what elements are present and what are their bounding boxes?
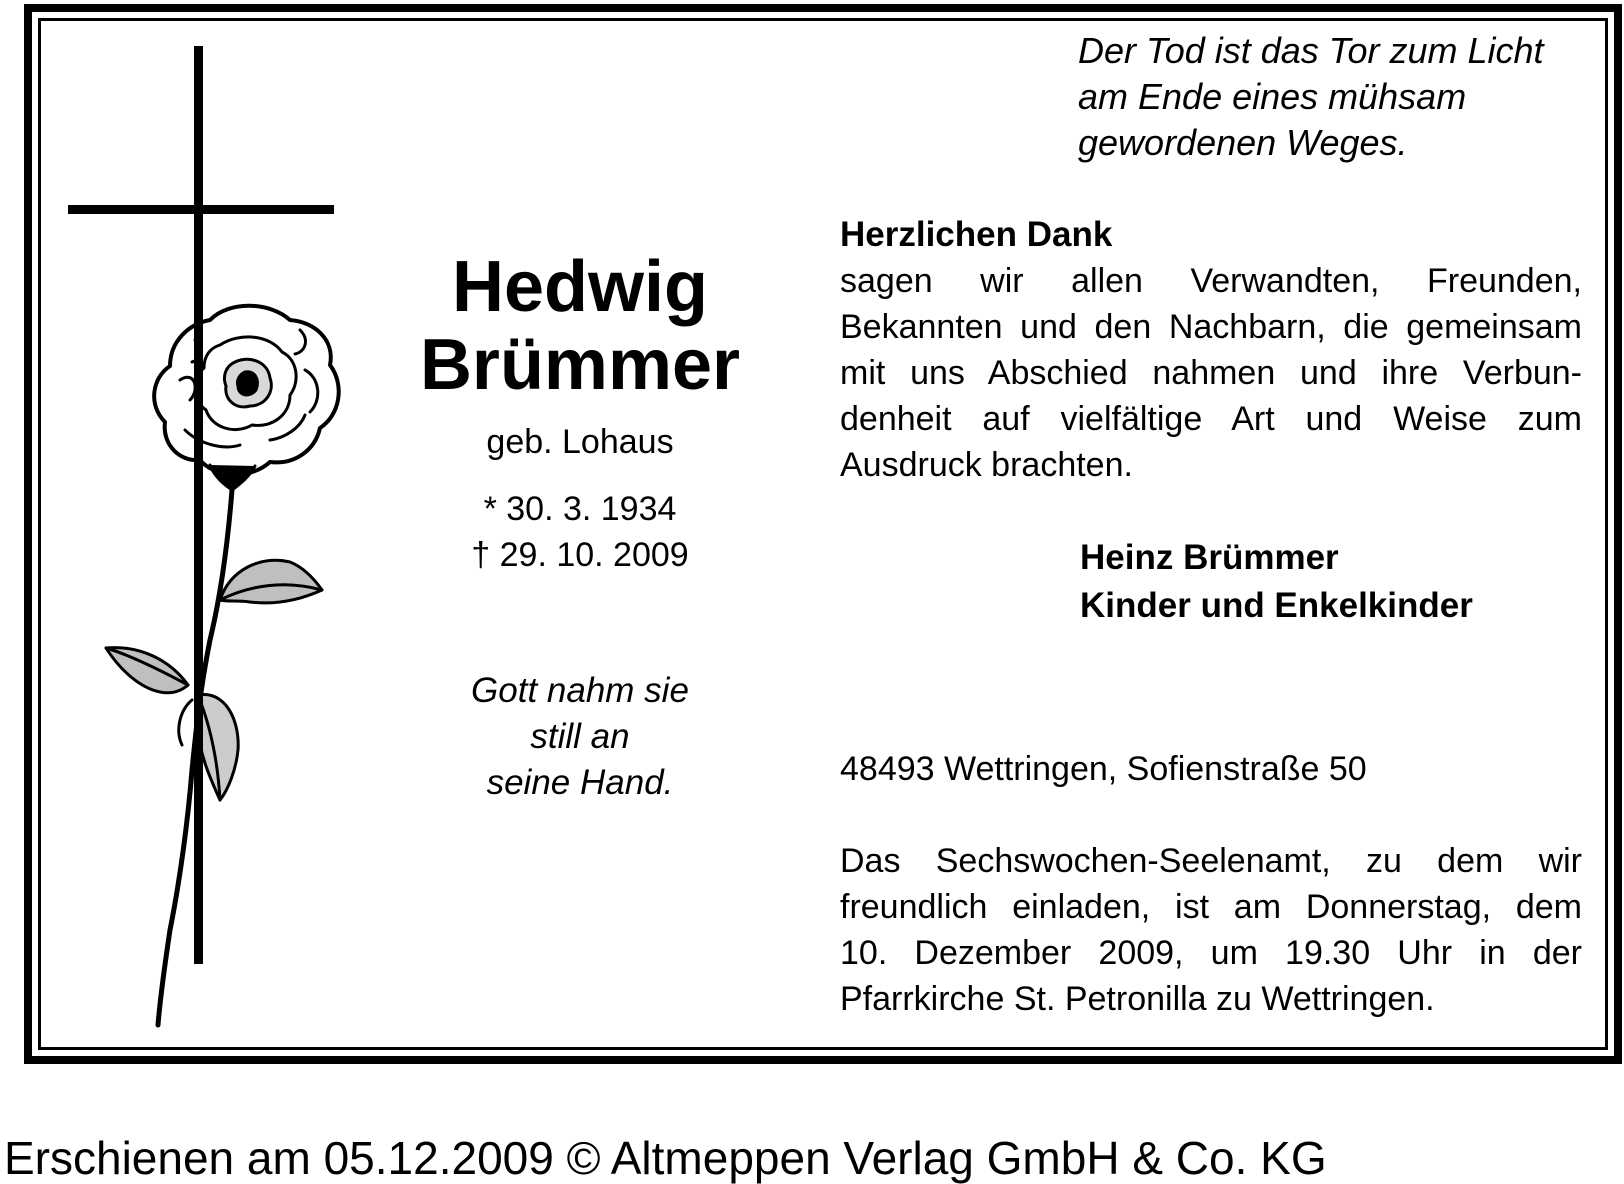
birth-date: * 30. 3. 1934 xyxy=(483,490,677,528)
deceased-block xyxy=(390,248,770,578)
motto-line: gewordenen Weges. xyxy=(1078,122,1408,163)
first-name: Hedwig xyxy=(451,247,708,327)
thanks-line: denheit auf vielfältige Art und Weise zum xyxy=(840,400,1582,438)
verse xyxy=(420,668,740,806)
publication-footer: Erschienen am 05.12.2009 © Altmeppen Verlag GmbH & Co. KG xyxy=(4,1132,1327,1184)
signers xyxy=(1080,534,1473,630)
cross-bar xyxy=(68,205,334,214)
address: 48493 Wettringen, Sofienstraße 50 xyxy=(840,750,1367,788)
motto-line: Der Tod ist das Tor zum Licht xyxy=(1078,30,1544,71)
motto-line: am Ende eines mühsam xyxy=(1078,76,1467,117)
service-notice xyxy=(840,838,1582,1022)
thanks-line: Ausdruck brachten. xyxy=(840,446,1133,484)
notice-line: freundlich einladen, ist am Donnerstag, dem xyxy=(840,888,1582,926)
thanks-text xyxy=(840,258,1582,488)
signer-line: Heinz Brümmer xyxy=(1080,538,1339,577)
thanks-line: Bekannten und den Nachbarn, die gemeinsam xyxy=(840,308,1582,346)
signer-line: Kinder und Enkelkinder xyxy=(1080,586,1473,625)
notice-line: 10. Dezember 2009, um 19.30 Uhr in der xyxy=(840,934,1582,972)
thanks-line: sagen wir allen Verwandten, Freunden, xyxy=(840,262,1582,300)
rose-icon xyxy=(100,300,360,1030)
life-dates xyxy=(390,486,770,578)
verse-line: still an xyxy=(530,717,630,756)
death-date: † 29. 10. 2009 xyxy=(471,536,689,574)
verse-line: seine Hand. xyxy=(486,763,674,802)
notice-line: Pfarrkirche St. Petronilla zu Wettringen. xyxy=(840,980,1435,1018)
last-name: Brümmer xyxy=(419,325,741,405)
thanks-line: mit uns Abschied nahmen und ihre Verbun- xyxy=(840,354,1582,392)
motto xyxy=(1078,28,1598,166)
maiden-name: geb. Lohaus xyxy=(486,423,674,461)
verse-line: Gott nahm sie xyxy=(471,671,689,710)
thanks-title: Herzlichen Dank xyxy=(840,215,1113,254)
notice-line: Das Sechswochen-Seelenamt, zu dem wir xyxy=(840,842,1582,880)
